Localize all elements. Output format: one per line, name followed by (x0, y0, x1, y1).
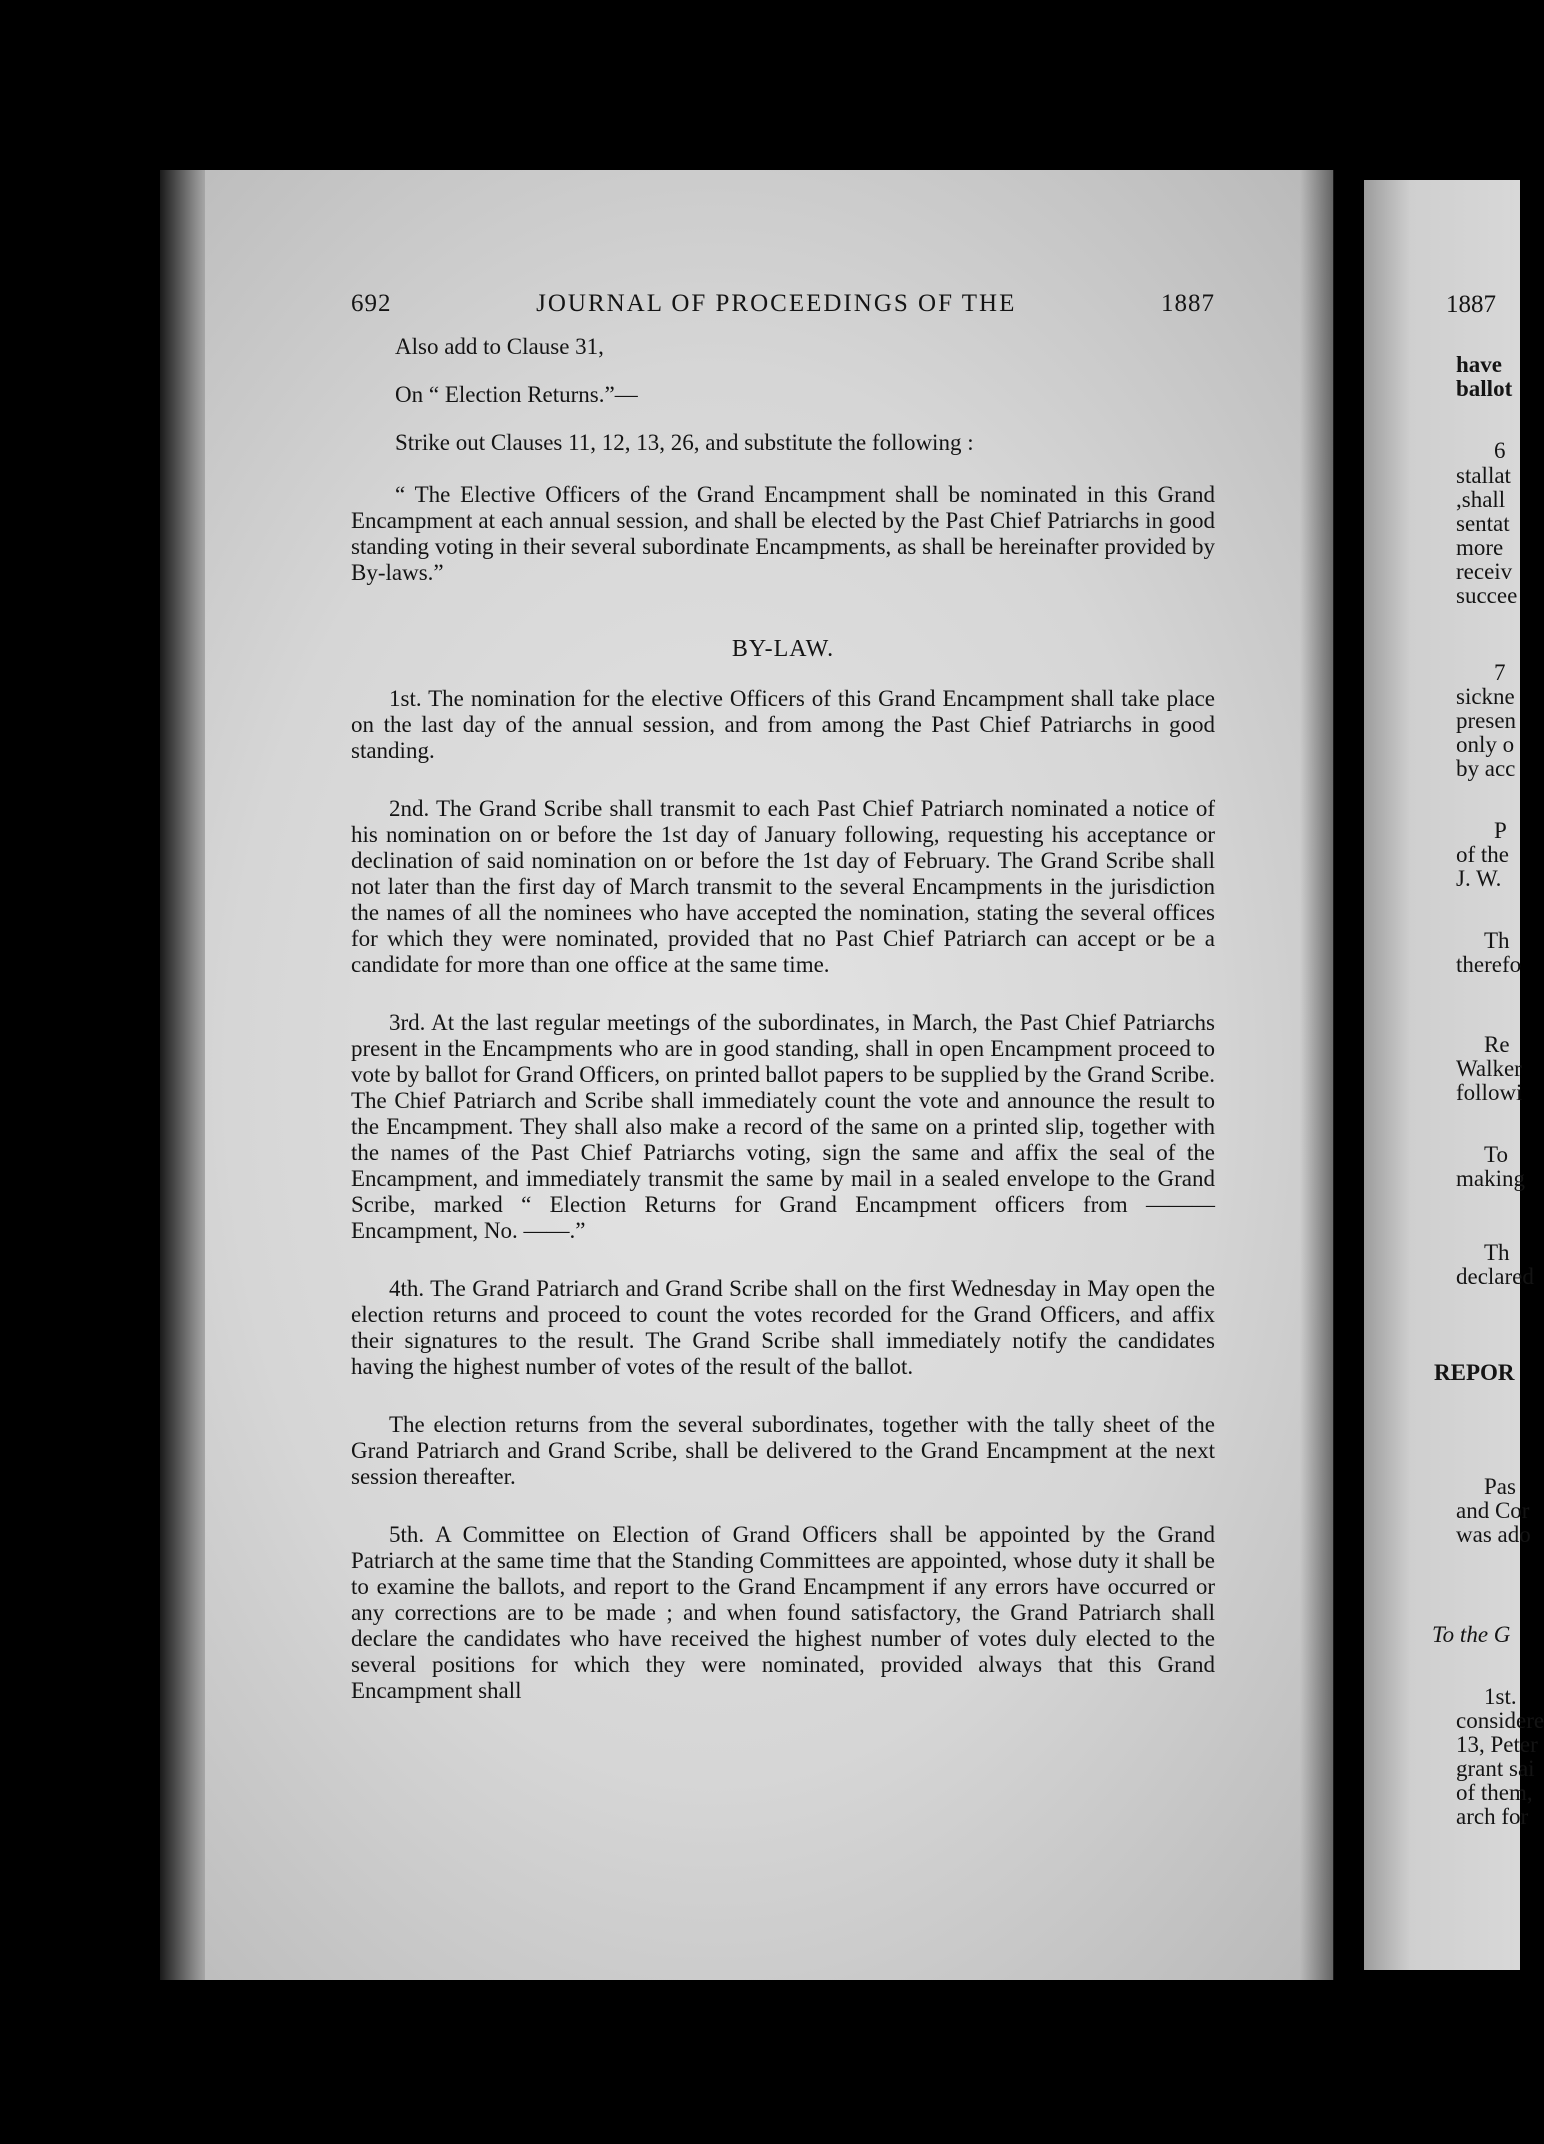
running-title: JOURNAL OF PROCEEDINGS OF THE (536, 290, 1017, 317)
running-header (351, 290, 1215, 318)
right-text-fragment: making (1456, 1166, 1525, 1191)
bylaw-paragraph: The election returns from the several subordinates, together with the tally sheet of the Grand Patriarch and Grand Scribe, shall be delivered to the Grand Encampment at the next session thereafter. (351, 1412, 1215, 1489)
gutter-shadow (1300, 170, 1334, 1980)
right-text-fragment: Walker (1456, 1056, 1522, 1081)
right-text-fragment: Th (1484, 928, 1510, 953)
right-text-fragment: To (1484, 1142, 1508, 1167)
amendment-quote: “ The Elective Officers of the Grand Encampment shall be nominated in this Grand Encampment at each annual session, and shall be elected by the Past Chief Patriarchs in good standing voting in their several subordinate Encampments, as shall be hereinafter provided by By-laws.” (351, 482, 1215, 585)
right-text-fragment: Re (1484, 1032, 1510, 1057)
right-text-fragment: ,shall (1456, 487, 1506, 512)
right-text-fragment: grant sai (1456, 1756, 1535, 1781)
right-text-fragment: sickne (1456, 684, 1515, 709)
right-text-fragment: only o (1456, 732, 1515, 757)
left-page (205, 170, 1333, 1980)
right-text-fragment: J. W. (1456, 866, 1502, 891)
right-text-fragment: was ado (1456, 1522, 1531, 1547)
right-text-fragment: P (1494, 818, 1507, 843)
bylaw-paragraph: 1st. The nomination for the elective Officers of this Grand Encampment shall take place on the last day of the annual session, and from among the Past Chief Patriarchs in good standing. (351, 686, 1215, 763)
right-text-fragment: declared (1456, 1264, 1534, 1289)
bylaw-paragraph: 3rd. At the last regular meetings of the subordinates, in March, the Past Chief Patriarchs present in the Encampments who are in good standing, shall in open Encampment proceed to vote by ballot for Grand Officers, on printed ballot papers to be supplied by the Grand Scribe. The Chief Patriarch and Scribe shall immediately count the vote and announce the result to the Encampment. They shall also make a record of the same on a printed slip, together with the names of the Past Chief Patriarchs voting, sign the same and affix the seal of the Encampment, and immediately transmit the same by mail in a sealed envelope to the Grand Scribe, marked “ Election Returns for Grand Encampment officers from ——— Encampment, No. ——.” (351, 1010, 1215, 1243)
right-text-fragment: have (1456, 352, 1502, 377)
header-year: 1887 (1160, 290, 1215, 317)
right-text-fragment: of the (1456, 842, 1510, 867)
right-text-fragment: therefo (1456, 952, 1522, 977)
bylaw-paragraph: 4th. The Grand Patriarch and Grand Scribe shall on the first Wednesday in May open the election returns and proceed to count the votes recorded for the Grand Officers, and affix their signatures to the result. The Grand Scribe shall immediately notify the candidates having the highest number of votes of the result of the ballot. (351, 1276, 1215, 1379)
right-text-fragment: Th (1484, 1240, 1510, 1265)
right-text-fragment: ballot (1456, 376, 1513, 401)
right-text-fragment: sentat (1456, 511, 1510, 536)
right-text-fragment: by acc (1456, 756, 1516, 781)
right-text-fragment: arch for (1456, 1804, 1529, 1829)
right-header-year: 1887 (1446, 291, 1496, 318)
page-number: 692 (351, 290, 392, 317)
right-text-fragment: and Cor (1456, 1498, 1530, 1523)
right-text-fragment: receiv (1456, 559, 1513, 584)
book-spine-edge (160, 170, 210, 1980)
right-text-fragment: 1st. (1484, 1684, 1517, 1709)
right-text-fragment: To the G (1432, 1622, 1511, 1647)
intro-line: On “ Election Returns.”— (395, 382, 638, 407)
right-text-fragment: Pas (1484, 1474, 1516, 1499)
right-text-fragment: of them, (1456, 1780, 1533, 1805)
right-text-fragment: stallat (1456, 463, 1511, 488)
bylaw-paragraph: 2nd. The Grand Scribe shall transmit to each Past Chief Patriarch nominated a notice of his nomination on or before the 1st day of January following, requesting his acceptance or declination of said nomination on or before the 1st day of February. The Grand Scribe shall not later than the first day of March transmit to the several Encampments in the jurisdiction the names of all the nominees who have accepted the nomination, stating the several offices for which they were nominated, provided that no Past Chief Patriarch can accept or be a candidate for more than one office at the same time. (351, 796, 1215, 977)
right-text-fragment: more (1456, 535, 1504, 560)
right-page-fragment (1364, 180, 1544, 1970)
right-text-fragment: followi (1456, 1080, 1523, 1105)
page-gap (1334, 170, 1364, 1980)
right-text-fragment: 6 (1494, 438, 1506, 463)
section-heading: BY-LAW. (731, 636, 835, 662)
right-text-fragment: presen (1456, 708, 1517, 733)
right-text-fragment: succee (1456, 583, 1518, 608)
right-section-heading: REPOR (1434, 1360, 1515, 1385)
right-text-fragment: 13, Peter (1456, 1732, 1538, 1757)
right-text-fragment: considere (1456, 1708, 1544, 1733)
right-text-fragment: 7 (1494, 660, 1506, 685)
intro-line: Also add to Clause 31, (395, 334, 604, 359)
intro-line: Strike out Clauses 11, 12, 13, 26, and substitute the following : (395, 430, 974, 455)
bylaw-paragraph: 5th. A Committee on Election of Grand Officers shall be appointed by the Grand Patriarch at the same time that the Standing Committees are appointed, whose duty it shall be to examine the ballots, and report to the Grand Encampment if any errors have occurred or any corrections are to be made ; and when found satisfactory, the Grand Patriarch shall declare the candidates who have received the highest number of votes duly elected to the several positions for which they were nominated, provided always that this Grand Encampment shall (351, 1522, 1215, 1703)
